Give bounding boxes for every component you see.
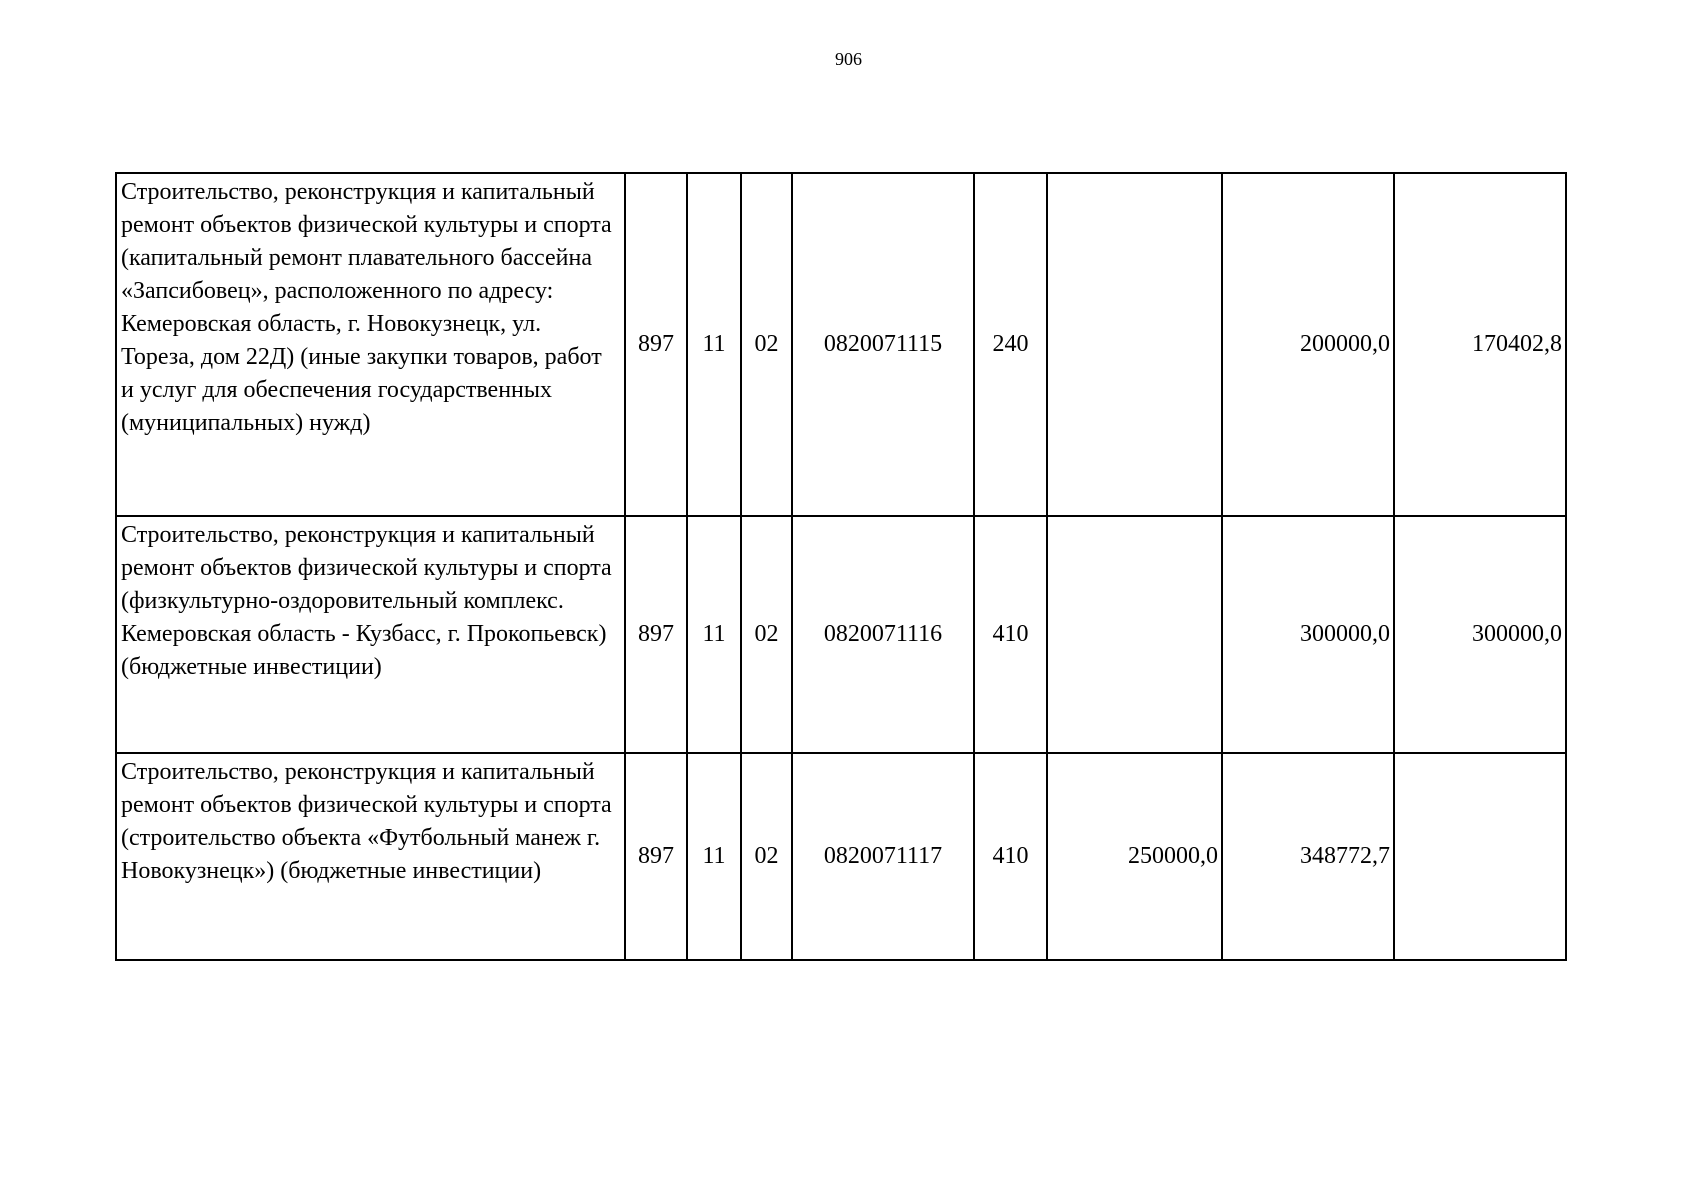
- expense-name-cell: Строительство, реконструкция и капитальный ремонт объектов физической культуры и спорта (капитальный ремонт плавательного бассейна «Запсибовец», расположенного по адресу: Кемеровская область, г. Новокузнецк, ул. Тореза, дом 22Д) (иные закупки товаров, работ и услуг для обеспечения государственных (муниципальных) нужд): [116, 173, 625, 516]
- section-code-cell: 11: [687, 173, 741, 516]
- table-row: [116, 516, 1566, 753]
- amount-3-cell: 300000,0: [1394, 516, 1566, 753]
- section-code-cell: 11: [687, 516, 741, 753]
- page-number: 906: [835, 49, 862, 69]
- expense-name-cell: Строительство, реконструкция и капитальный ремонт объектов физической культуры и спорта (физкультурно-оздоровительный комплекс. Кемеровская область - Кузбасс, г. Прокопьевск) (бюджетные инвестиции): [116, 516, 625, 753]
- ministry-code-cell: 897: [625, 173, 687, 516]
- subsection-code-cell: 02: [741, 753, 792, 960]
- subsection-code-cell: 02: [741, 516, 792, 753]
- amount-1-cell: [1047, 173, 1222, 516]
- target-article-cell: 0820071116: [792, 516, 974, 753]
- section-code-cell: 11: [687, 753, 741, 960]
- amount-1-cell: [1047, 516, 1222, 753]
- amount-3-cell: [1394, 753, 1566, 960]
- expense-name-cell: Строительство, реконструкция и капитальный ремонт объектов физической культуры и спорта (строительство объекта «Футбольный манеж г. Новокузнецк») (бюджетные инвестиции): [116, 753, 625, 960]
- table-row: [116, 173, 1566, 516]
- expense-type-cell: 240: [974, 173, 1047, 516]
- amount-3-cell: 170402,8: [1394, 173, 1566, 516]
- expense-type-cell: 410: [974, 516, 1047, 753]
- ministry-code-cell: 897: [625, 516, 687, 753]
- target-article-cell: 0820071117: [792, 753, 974, 960]
- budget-table: [115, 172, 1567, 961]
- subsection-code-cell: 02: [741, 173, 792, 516]
- expense-type-cell: 410: [974, 753, 1047, 960]
- amount-2-cell: 300000,0: [1222, 516, 1394, 753]
- ministry-code-cell: 897: [625, 753, 687, 960]
- amount-2-cell: 200000,0: [1222, 173, 1394, 516]
- target-article-cell: 0820071115: [792, 173, 974, 516]
- amount-2-cell: 348772,7: [1222, 753, 1394, 960]
- amount-1-cell: 250000,0: [1047, 753, 1222, 960]
- table-row: [116, 753, 1566, 960]
